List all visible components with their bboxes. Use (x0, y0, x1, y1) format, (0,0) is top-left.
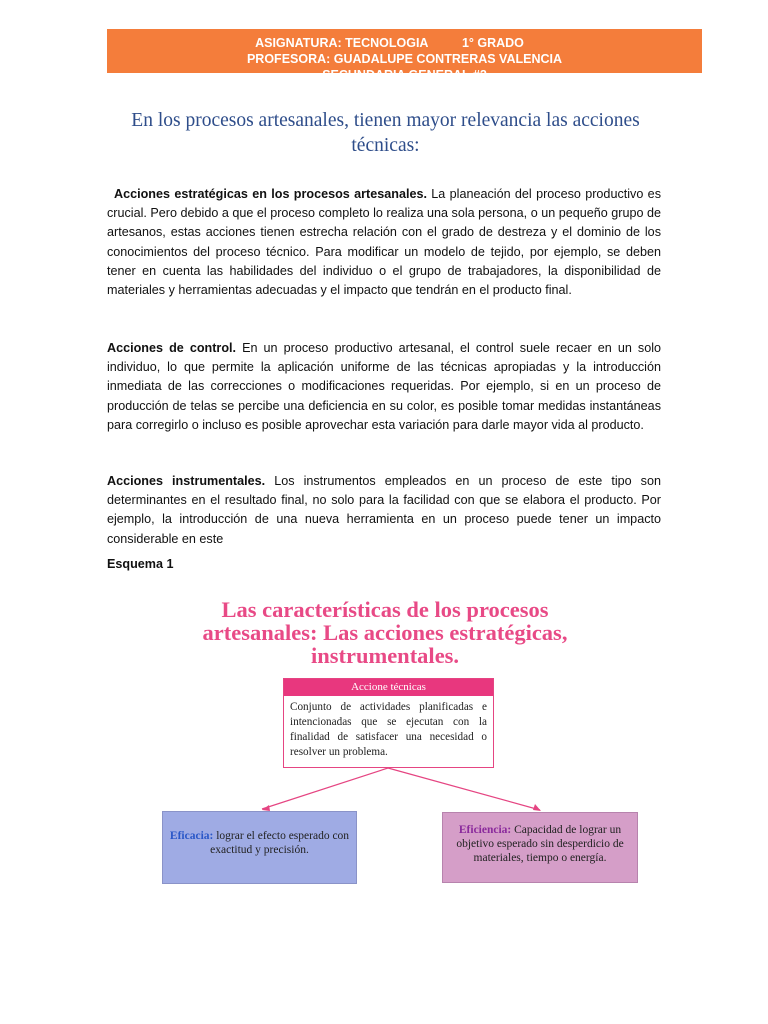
efficiency-box (442, 812, 638, 883)
technical-actions-heading: Accione técnicas (284, 679, 493, 696)
document-header-banner (107, 29, 702, 82)
technical-actions-box (283, 678, 494, 768)
efficacy-definition: lograr el efecto esperado con exactitud y precisión. (210, 830, 350, 856)
scheme-label: Esquema 1 (107, 557, 174, 571)
page-title: En los procesos artesanales, tienen mayor relevancia las acciones técnicas: (131, 110, 640, 156)
diagram-title (175, 598, 595, 667)
grade-label: 1° GRADO (461, 36, 524, 50)
efficacy-keyword: Eficacia: (169, 830, 214, 842)
paragraph-text: En un proceso productivo artesanal, el control suele recaer en un solo individuo, lo que permite la aplicación uniforme de las técnicas apropiadas y la introducción inmediata de las correcciones o modificaciones requeridas. Por ejemplo, si en un proceso de producción de telas se percibe una deficiencia en su color, es posible tomar medidas instantáneas para corregirlo o incluso es posible aprovechar esta variación para darle mayor vida al producto. (107, 341, 661, 432)
efficiency-definition: Capacidad de lograr un objetivo esperado sin desperdicio de materiales, tiempo o energía. (456, 824, 624, 864)
connector-line-left (262, 768, 388, 809)
connector-line-right (388, 768, 540, 810)
teacher-label: PROFESORA: GUADALUPE CONTRERAS VALENCIA (246, 52, 563, 66)
subject-label: ASIGNATURA: TECNOLOGIA (255, 36, 429, 50)
paragraph-text: Los instrumentos empleados en un proceso de este tipo son determinantes en el resultado final, no solo para la facilidad con que se elabora el producto. Por ejemplo, la introducción de una nueva herramienta en un proceso puede tener un impacto considerable en este (107, 474, 661, 546)
diagram-title-line: artesanales: Las acciones estratégicas, (202, 620, 568, 645)
arrowhead-right-icon (533, 804, 541, 811)
paragraph-lead: Acciones de control. (107, 341, 237, 355)
school-label: SECUNDARIA GENERAL #2 (322, 68, 487, 82)
diagram-title-line: instrumentales. (310, 643, 460, 668)
paragraph-strategic-actions (107, 185, 661, 300)
efficacy-box (162, 811, 357, 884)
technical-actions-definition: Conjunto de actividades planificadas e intencionadas que se ejecutan con la finalidad de satisfacer una necesidad o resolver un problema. (290, 701, 487, 758)
efficiency-keyword: Eficiencia: (458, 824, 512, 836)
paragraph-control-actions (107, 339, 661, 435)
paragraph-instrumental-actions (107, 472, 661, 549)
paragraph-text: La planeación del proceso productivo es crucial. Pero debido a que el proceso completo lo realiza una sola persona, o un pequeño grupo de artesanos, estas acciones tienen estrecha relación con el grado de destreza y el dominio de los conocimientos del proceso técnico. Para modificar un modelo de tejido, por ejemplo, se deben tener en cuenta las habilidades del individuo o el grupo de trabajadores, la disponibilidad de materiales y herramientas adecuadas y el impacto que tendrán en el producto final. (107, 187, 661, 298)
diagram-title-line: Las características de los procesos (221, 597, 549, 622)
paragraph-lead: Acciones estratégicas en los procesos artesanales. (114, 187, 427, 201)
paragraph-lead: Acciones instrumentales. (107, 474, 266, 488)
